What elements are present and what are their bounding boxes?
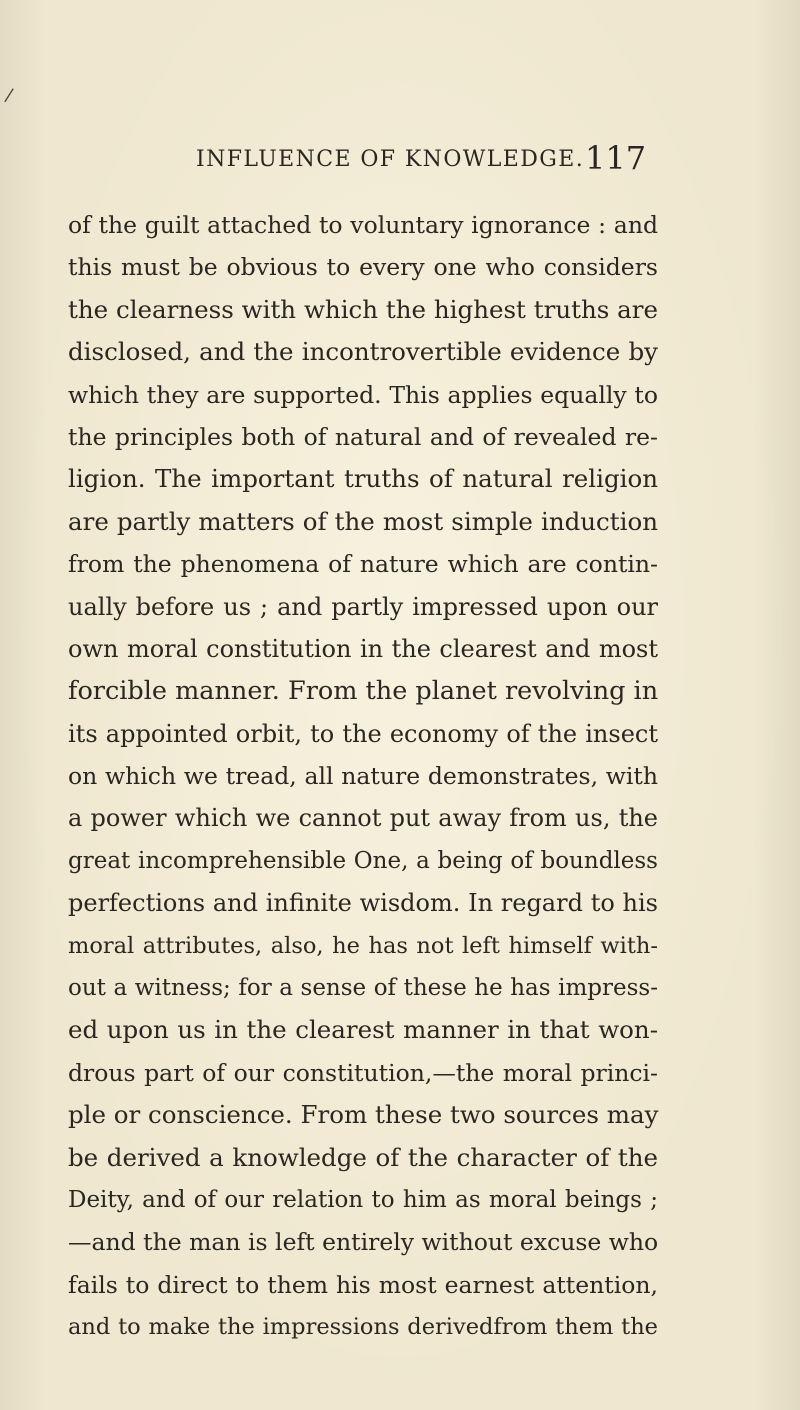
text-line: —and the man is left entirely without excuse who: [68, 1228, 659, 1257]
text-line: disclosed, and the incontrovertible evidence by: [68, 337, 658, 367]
text-line: its appointed orbit, to the economy of the insect: [68, 719, 658, 748]
text-line: from the phenomena of nature which are contin-: [68, 550, 658, 579]
running-head-title: INFLUENCE OF KNOWLEDGE.: [196, 147, 585, 172]
running-head: [0, 141, 800, 181]
text-line: and to make the impressions derivedfrom them the: [68, 1314, 658, 1341]
text-line: on which we tread, all nature demonstrates, with: [68, 762, 658, 791]
text-line: of the guilt attached to voluntary ignorance : and: [68, 211, 658, 239]
text-line: out a witness; for a sense of these he has impress-: [68, 975, 658, 1002]
text-line: a power which we cannot put away from us, the: [68, 804, 658, 833]
text-line: great incomprehensible One, a being of boundless: [68, 847, 658, 874]
text-line: drous part of our constitution,—the moral princi-: [68, 1058, 658, 1087]
text-line: Deity, and of our relation to him as moral beings ;: [68, 1186, 658, 1213]
text-line: fails to direct to them his most earnest attention,: [68, 1270, 658, 1299]
text-line: the principles both of natural and of revealed re-: [68, 422, 658, 451]
text-line: ple or conscience. From these two sources may: [68, 1100, 659, 1130]
text-line: own moral constitution in the clearest and most: [68, 634, 658, 663]
text-line: are partly matters of the most simple induction: [68, 506, 658, 536]
body-text: [68, 204, 658, 1349]
text-line: forcible manner. From the planet revolving in: [68, 676, 659, 707]
text-line: perfections and infinite wisdom. In regard to his: [68, 889, 658, 918]
text-line: this must be obvious to every one who considers: [68, 253, 658, 282]
text-line: which they are supported. This applies equally to: [68, 380, 658, 409]
text-line: ually before us ; and partly impressed upon our: [68, 592, 658, 621]
text-line: the clearness with which the highest truths are: [68, 294, 658, 324]
text-line: ligion. The important truths of natural religion: [68, 464, 658, 494]
page-number: 117: [585, 139, 647, 177]
text-line: ed upon us in the clearest manner in that won-: [68, 1015, 658, 1045]
text-line: be derived a knowledge of the character of the: [68, 1142, 658, 1172]
text-line: moral attributes, also, he has not left himself with-: [68, 932, 658, 959]
stray-pencil-mark: /: [3, 84, 15, 107]
